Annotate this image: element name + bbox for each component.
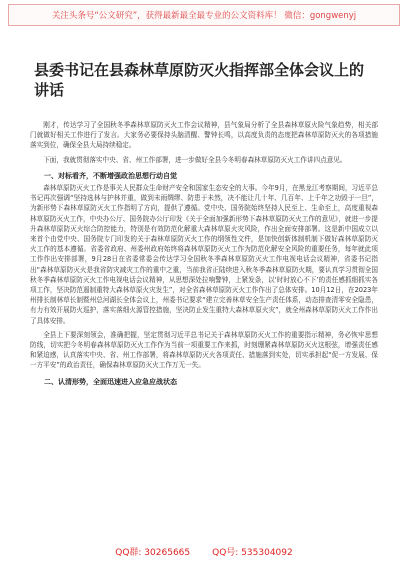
section-1-heading: 一、对标看齐，不断增强政治思想行动自觉 [44, 171, 177, 180]
intro-paragraph-2: 下面，我就贯彻落实中央、省、州工作部署，进一步做好全县今冬明春森林草原防灭火工作讲四点意见。 [43, 155, 347, 164]
section-2-heading: 二、认清形势，全面迅速进入应急应战状态 [44, 377, 177, 386]
document-body [30, 120, 378, 389]
intro-paragraph-1: 刚才，传达学习了全国秋冬季森林草原防灭火工作会议精神，县气象局分析了全县森林草原火险气象趋势，相关部门就做好相关工作进行了发言。大家务必要保持头脑清醒、警钟长鸣，以高度负责的态度把森林草原防灭火的各项措施落实到位，确保全县大局持续稳定。 [30, 121, 378, 150]
document-title: 县委书记在县森林草原防灭火指挥部全体会议上的讲话 [34, 61, 365, 99]
section-1-paragraph-1: 森林草原防灭火工作是事关人民群众生命财产安全和国家生态安全的大事。今年9月，在黑龙江考察期间，习近平总书记再次强调“坚持选林与护林并重，做到未雨绸缪、防患于未然，决不能让几十年、几百年、上千年之功毁于一旦”，为新形势下森林草原防灭火工作指明了方向，提供了遵循。党中央、国务院始终坚持人民至上、生命至上，高度重视森林草原防灭火工作，中央办公厅、国务院办公厅印发《关于全面加强新形势下森林草原防灭火工作的意见》，就进一步提升森林草原防灭火综合防控能力，特别是有效防范化解重大森林草原火灾风险，作出全面安排部署。这是新中国成立以来首个由党中央、国务院专门印发的关于森林草原防灭火工作的纲领性文件，是加快创新体制机制下做好森林草原防灭火工作的基本遵循。省委省政府、州委州政府始终将森林草原防灭火工作为防范化解安全风险的重要任务，每年就此项工作作出安排部署，9月28日在省委常委会传达学习全国秋冬季森林草原防灭火工作电视电话会议精神，省委书记指出“森林草原防灭火是我省防灾减灾工作的重中之重，当前我省正陆续进入秋冬季森林草原防火期，要认真学习贯彻全国秋冬季森林草原防灭火工作电视电话会议精神，从思想深处拉响警钟，上紧发条，以‘时时放心不下’的责任感抓细抓实各项工作，坚决防范遏制重特大森林草原火灾发生”，对全省森林草原防灭火工作作出了总体安排。10月12日，在2023年州排长制林草长制暨州总河湖长全体会议上，州委书记要求“建立完善林草安全生产责任体系，动态排查清零安全隐患，有力有效开展防火巡护，落实落细火源管控措施，坚决防止发生重特大森林草原火灾”，就全州森林草原防灭火工作作出了具体安排。 [30, 184, 378, 325]
qq-number-text: QQ号: 535304092 [212, 548, 293, 558]
qq-group-text: QQ群: 30265665 [115, 548, 191, 558]
section-1-paragraph-2: 全县上下要深刻领会，准确把握，坚定贯彻习近平总书记关于森林草原防灭火工作的重要指示精神，务必恢牢思想防线，切实把今冬明春森林草原防灭火工作作为当前一项重要工作来抓，时刻绷紧森林草原防灭火这根弦，增强责任感和紧迫感，认真落实中央、省、州工作部署，将森林草原防灭火各项责任、措施落到实处，切实承担起“促一方发展、保一方平安”的政治责任，确保森林草原防灭火工作万无一失。 [30, 330, 378, 370]
promo-banner-text: 关注头条号“公文研究”，获得最新最全最专业的公文资料库！ 微信：gongwenyj [51, 11, 357, 21]
contact-footer [0, 545, 408, 558]
promo-banner [8, 4, 400, 26]
